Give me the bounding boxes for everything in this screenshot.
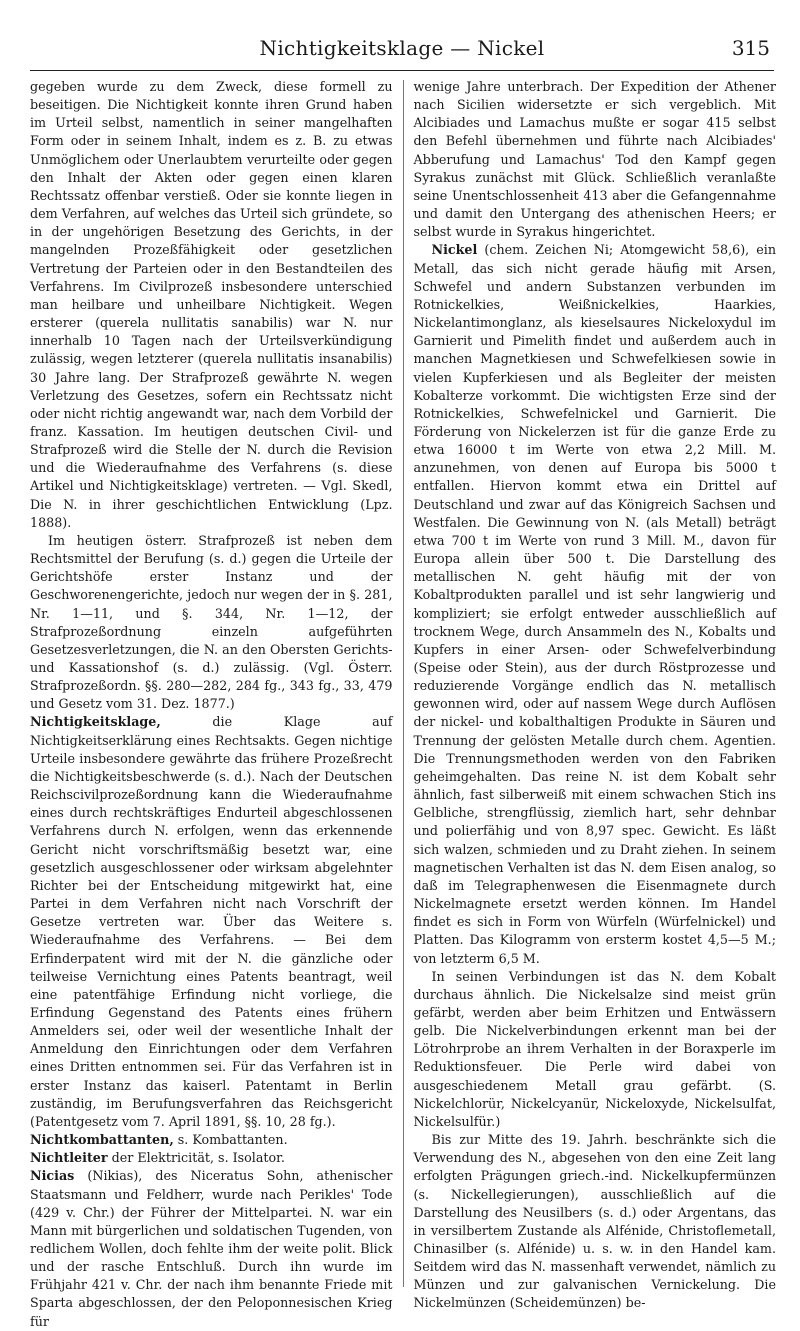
entry-nickel <box>414 241 777 967</box>
paragraph: wenige Jahre unterbrach. Der Expedition der Athener nach Sicilien widersetzte er sich vergeblich. Mit Alcibiades und Lamachus mußte er sogar 415 selbst den Befehl übernehmen und führte nach Alcibiades' Abberufung und Lamachus' Tod den Kampf gegen Syrakus zunächst mit Glück. Schließlich veranlaßte seine Unentschlossenheit 413 aber die Gefangennahme und damit den Untergang des athenischen Heers; er selbst wurde in Syrakus hingerichtet. <box>413 79 776 240</box>
entry-text: der Elektricität, s. Isolator. <box>107 1150 285 1166</box>
entry-text: (Nikias), des Niceratus Sohn, athenischer Staatsmann und Feldherr, wurde nach Perikles' Tode (429 v. Chr.) der Führer der Mittelpartei. N. war ein Mann mit bürgerlichen und soldatischen Tugenden, von redlichem Wollen, doch fehlte ihm der weite polit. Blick und der rasche Entschluß. Durch ihn wurde im Frühjahr 421 v. Chr. der nach ihm benannte Friede mit Sparta abgeschlossen, der den Peloponnesischen Krieg für <box>30 1168 393 1329</box>
entry-keyword: Nichtigkeitsklage, <box>30 714 161 730</box>
entry-nichtleiter <box>30 1149 393 1167</box>
page-header <box>30 30 774 71</box>
page-number: 315 <box>731 36 770 60</box>
entry-text: (chem. Zeichen Ni; Atomgewicht 58,6), ein Metall, das sich nicht gerade häufig mit Arsen, Schwefel und andern Substanzen verbunden im Rotnickelkies, Weißnickelkies, Haarkies, Nickelantimonglanz, als kieselsaures Nickeloxydul im Garnierit und Pimelith findet und außerdem auch in manchen Magnetkiesen und Schwefelkiesen sowie in vielen Kupferkiesen und als Begleiter der meisten Kobalterze vorkommt. Die wichtigsten Erze sind der Rotnickelkies, Schwefelnickel und Garnierit. Die Förderung von Nickelerzen ist für die ganze Erde zu etwa 16000 t im Werte von etwa 2,2 Mill. M. anzunehmen, von denen auf Europa bis 5000 t entfallen. Hiervon kommt etwa ein Drittel auf Deutschland und zwar auf das Königreich Sachsen und Westfalen. Die Gewinnung von N. (als Metall) beträgt etwa 700 t im Werte von rund 3 Mill. M., davon für Europa allein über 500 t. Die Darstellung des metallischen N. geht häufig mit der von Kobaltprodukten parallel und ist sehr langwierig und kompliziert; sie erfolgt entweder ausschließlich auf trocknem Wege, durch Ansammeln des N., Kobalts und Kupfers in einer Arsen- oder Schwefelverbindung (Speise oder Stein), aus der durch Röstprozesse und reduzierende Vorgänge endlich das N. metallisch gewonnen wird, oder auf nassem Wege durch Auflösen der nickel- und kobalthaltigen Produkte in Säuren und Trennung der gelösten Metalle durch chem. Agentien. Die Trennungsmethoden werden von den Fabriken geheimgehalten. Das reine N. ist dem Kobalt sehr ähnlich, fast silberweiß mit einem schwachen Stich ins Gelbliche, strengflüssig, ziemlich hart, sehr dehnbar und polierfähig und von 8,97 spec. Gewicht. Es läßt sich walzen, schmieden und zu Draht ziehen. In seinem magnetischen Verhalten ist das N. dem Eisen analog, so daß im Telegraphenwesen die Eisenmagnete durch Nickelmagnete ersetzt werden können. Im Handel findet es sich in Form von Würfeln (Würfelnickel) und Platten. Das Kilogramm von ersterm kostet 4,5—5 M.; von letzterm 6,5 M. <box>413 242 776 966</box>
paragraph: Im heutigen österr. Strafprozeß ist neben dem Rechtsmittel der Berufung (s. d.) gegen die Urteile der Gerichtshöfe erster Instanz und der Geschworenengerichte, jedoch nur wegen der in §. 281, Nr. 1—11, und §. 344, Nr. 1—12, der Strafprozeßordnung einzeln aufgeführten Gesetzesverletzungen, die N. an den Obersten Gerichts- und Kassationshof (s. d.) zulässig. (Vgl. Österr. Strafprozeßordn. §§. 280—282, 284 fg., 343 fg., 33, 479 und Gesetz vom 31. Dez. 1877.) <box>30 532 393 712</box>
paragraph: Bis zur Mitte des 19. Jahrh. beschränkte sich die Verwendung des N., abgesehen von den eine Zeit lang erfolgten Prägungen griech.-ind. Nickelkupfermünzen (s. Nickellegierungen), ausschließlich auf die Darstellung des Neusilbers (s. d.) oder Argentans, das in versilbertem Zustande als Alfénide, Christoflemetall, Chinasilber (s. Alfénide) u. s. w. in den Handel kam. Seitdem wird das N. massenhaft verwendet, nämlich zu Münzen und zur galvanischen Vernickelung. Die Nickelmünzen (Scheidemünzen) be- <box>413 1132 776 1311</box>
entry-nichtkombattanten <box>30 1131 393 1149</box>
entry-text: die Klage auf Nichtigkeitserklärung eines Rechtsakts. Gegen nichtige Urteile insbesondere gewährte das frühere Prozeßrecht die Nichtigkeitsbeschwerde (s. d.). Nach der Deutschen Reichscivilprozeßordnung kann die Wiederaufnahme eines durch rechtskräftiges Endurteil abgeschlossenen Verfahrens durch N. erfolgen, wenn das erkennende Gericht nicht vorschriftsmäßig besetzt war, eine gesetzlich ausgeschlossener oder wirksam abgelehnter Richter bei der Entscheidung mitgewirkt hat, eine Partei in dem Verfahren nicht nach Vorschrift der Gesetze vertreten war. Über das Weitere s. Wiederaufnahme des Verfahrens. — Bei dem Erfinderpatent wird mit der N. die gänzliche oder teilweise Vernichtung eines Patents beantragt, weil eine patentfähige Erfindung nicht vorliege, die Erfindung Gegenstand des Patents eines frühern Anmelders sei, oder weil der wesentliche Inhalt der Anmeldung den Einrichtungen oder dem Verfahren eines Dritten entnommen sei. Für das Verfahren ist in erster Instanz das kaiserl. Patentamt in Berlin zuständig, im Berufungsverfahren das Reichsgericht (Patentgesetz vom 7. April 1891, §§. 10, 28 fg.). <box>30 714 393 1129</box>
paragraph: gegeben wurde zu dem Zweck, diese formell zu beseitigen. Die Nichtigkeit konnte ihren Grund haben im Urteil selbst, namentlich in seiner mangelhaften Form oder in seinem Inhalt, indem es z. B. zu etwas Unmöglichem oder Unerlaubtem verurteilte oder gegen den Inhalt der Akten oder gegen einen klaren Rechtssatz offenbar verstieß. Oder sie konnte liegen in dem Verfahren, auf welches das Urteil sich gründete, so in der ungehörigen Besetzung des Gerichts, in der mangelnden Prozeßfähigkeit oder gesetzlichen Vertretung der Parteien oder in den Bestandteilen des Verfahrens. Im Civilprozeß insbesondere unterschied man heilbare und unheilbare Nichtigkeit. Wegen ersterer (querela nullitatis sanabilis) war N. nur innerhalb 10 Tagen nach der Urteilsverkündigung zulässig, wegen letzterer (querela nullitatis insanabilis) 30 Jahre lang. Der Strafprozeß gewährte N. wegen Verletzung des Gesetzes, sofern ein Rechtssatz nicht oder nicht richtig angewandt war, nach dem Vorbild der franz. Kassation. Im heutigen deutschen Civil- und Strafprozeß wird die Stelle der N. durch die Revision und die Wiederaufnahme des Verfahrens (s. diese Artikel und Nichtigkeitsklage) vertreten. — Vgl. Skedl, Die N. in ihrer geschichtlichen Entwicklung (Lpz. 1888). <box>30 79 393 530</box>
text-columns <box>30 78 776 1329</box>
paragraph: In seinen Verbindungen ist das N. dem Kobalt durchaus ähnlich. Die Nickelsalze sind meist grün gefärbt, werden aber beim Erhitzen und Entwässern gelb. Die Nickelverbindungen erkennt man bei der Lötrohrprobe an ihrem Verhalten in der Boraxperle im Reduktionsfeuer. Die Perle wird dabei von ausgeschiedenem Metall grau gefärbt. (S. Nickelchlorür, Nickelcyanür, Nickeloxyde, Nickelsulfat, Nickelsulfür.) <box>413 968 776 1129</box>
left-column <box>30 78 403 1329</box>
entry-keyword: Nickel <box>431 242 478 258</box>
entry-keyword: Nichtleiter <box>30 1150 108 1166</box>
entry-nicias <box>30 1167 393 1330</box>
running-title: Nichtigkeitsklage — Nickel <box>259 36 545 60</box>
entry-keyword: Nicias <box>30 1168 75 1184</box>
entry-text: s. Kombattanten. <box>173 1132 288 1148</box>
right-column <box>404 78 777 1311</box>
entry-keyword: Nichtkombattanten, <box>30 1132 174 1148</box>
entry-nichtigkeitsklage <box>30 713 393 1131</box>
